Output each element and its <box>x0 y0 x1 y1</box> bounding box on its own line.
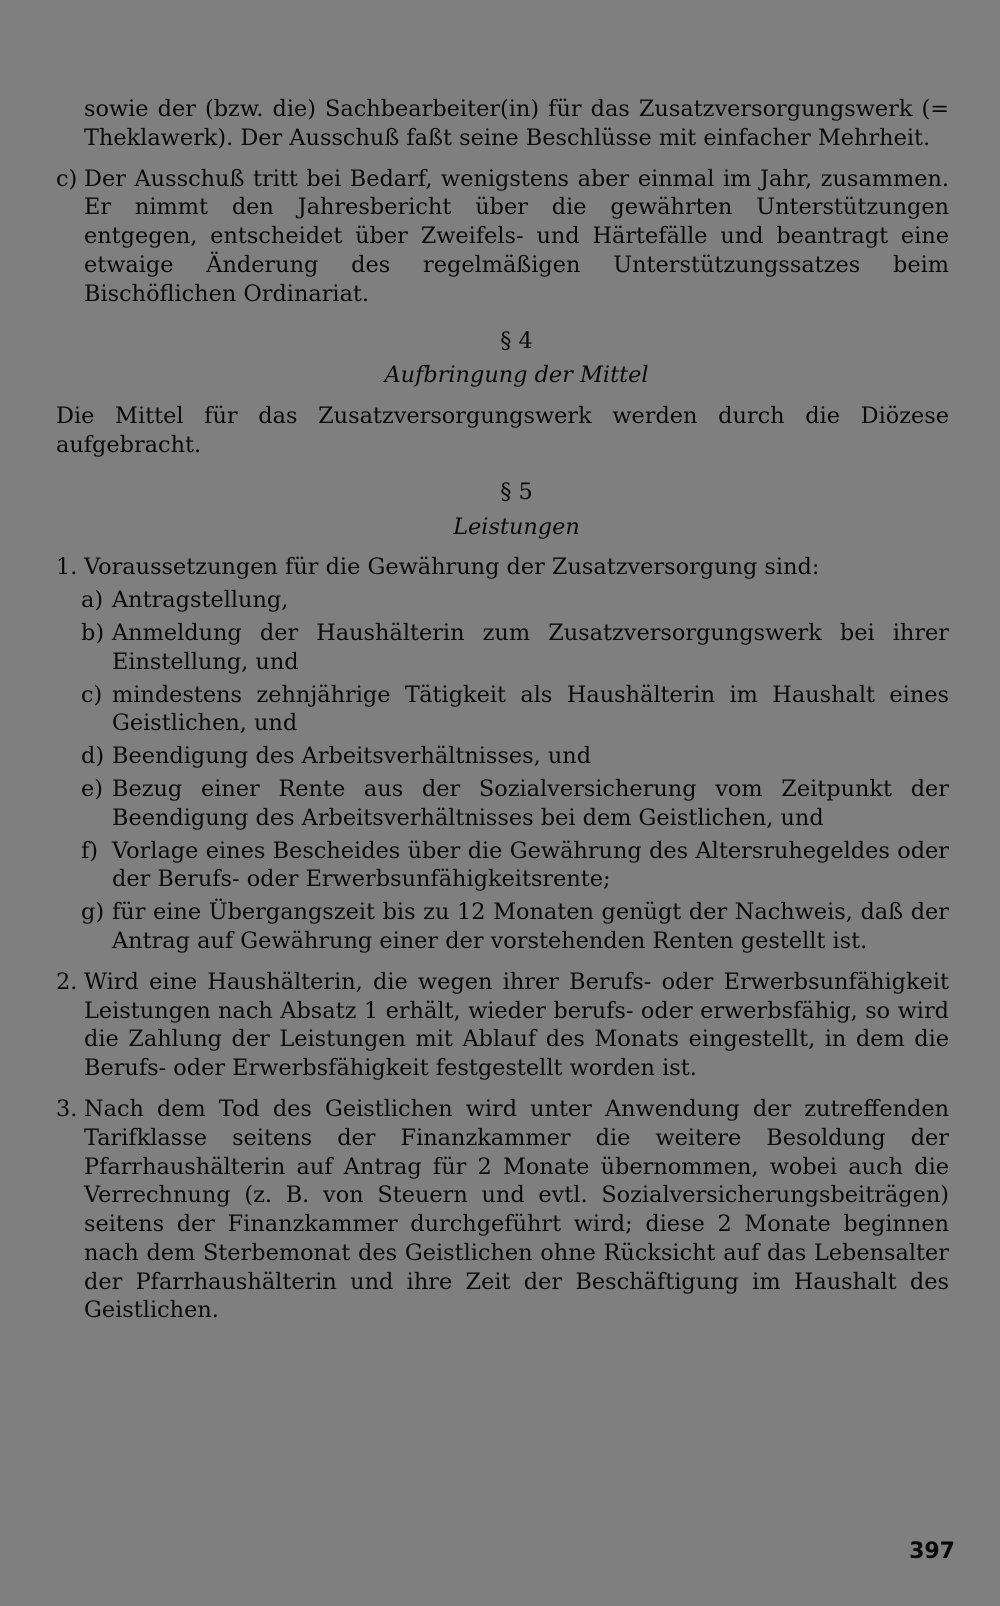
sub-marker: g) <box>81 899 105 926</box>
intro-paragraph: sowie der (bzw. die) Sachbearbeiter(in) für das Zusatzversorgungswerk (= Theklawerk). Der Ausschuß faßt seine Beschlüsse mit einfacher Mehrheit. <box>84 96 949 151</box>
list-item-3 <box>56 1095 949 1325</box>
sub-item-c <box>56 681 949 739</box>
list-item-c <box>56 165 949 309</box>
list-item-text: Der Ausschuß tritt bei Bedarf, wenigstens aber einmal im Jahr, zusammen. Er nimmt den Jahresbericht über die gewährten Unterstützungen entgegen, entscheidet über Zweifels- und Härtefälle und beantragt eine etwaige Änderung des regelmäßigen Unterstützungssatzes beim Bischöflichen Ordinariat. <box>84 165 949 307</box>
sub-item-text: Beendigung des Arbeitsverhältnisses, und <box>112 743 592 770</box>
section-4-title: Aufbringung der Mittel <box>384 362 649 389</box>
sub-item-f <box>56 837 949 895</box>
sub-marker: a) <box>81 587 104 614</box>
sub-item-d <box>56 742 949 771</box>
sub-item-text: Vorlage eines Bescheides über die Gewährung des Altersruhegeldes oder der Berufs- oder Erwerbsunfähigkeitsrente; <box>112 837 949 893</box>
sub-item-text: Anmeldung der Haushälterin zum Zusatzversorgungswerk bei ihrer Einstellung, und <box>112 619 949 675</box>
sub-item-text: Bezug einer Rente aus der Sozialversicherung vom Zeitpunkt der Beendigung des Arbeitsverhältnisses bei dem Geistlichen, und <box>112 775 949 831</box>
sub-marker: e) <box>81 775 103 802</box>
section-4-text: Die Mittel für das Zusatzversorgungswerk werden durch die Diözese aufgebracht. <box>56 403 949 458</box>
sub-marker: b) <box>81 619 105 646</box>
sub-item-b <box>56 619 949 677</box>
section-4-number: § 4 <box>500 327 533 354</box>
sub-marker: c) <box>81 681 103 708</box>
list-marker: 3. <box>56 1095 78 1122</box>
document-page <box>56 95 949 1325</box>
list-item-text: Voraussetzungen für die Gewährung der Zusatzversorgung sind: <box>84 554 820 581</box>
list-marker: c) <box>56 165 78 192</box>
page-number: 397 <box>909 1539 955 1564</box>
list-item-text: Wird eine Haushälterin, die wegen ihrer Berufs- oder Erwerbsunfähigkeit Leistungen nach Absatz 1 erhält, wieder berufs- oder erwerbsfähig, so wird die Zahlung der Leistungen mit Ablauf des Monats eingestellt, in dem die Berufs- oder Erwerbsfähigkeit festgestellt worden ist. <box>84 968 949 1082</box>
sub-item-text: Antragstellung, <box>112 587 289 614</box>
list-item-1 <box>56 553 949 582</box>
sub-item-e <box>56 775 949 833</box>
sub-item-a <box>56 586 949 615</box>
list-item-text: Nach dem Tod des Geistlichen wird unter Anwendung der zutreffenden Tarifklasse seitens der Finanzkammer die weitere Besoldung der Pfarrhaushälterin auf Antrag für 2 Monate übernommen, wobei auch die Verrechnung (z. B. von Steuern und evtl. Sozialversicherungsbeiträgen) seitens der Finanzkammer durchgeführt wird; diese 2 Monate beginnen nach dem Sterbemonat des Geistlichen ohne Rücksicht auf das Lebensalter der Pfarrhaushälterin und ihre Zeit der Beschäftigung im Haushalt des Geistlichen. <box>84 1095 949 1324</box>
sub-item-text: für eine Übergangszeit bis zu 12 Monaten genügt der Nachweis, daß der Antrag auf Gewährung einer der vorstehenden Renten gestellt ist. <box>112 899 949 954</box>
section-5-title: Leistungen <box>453 513 580 540</box>
sub-marker: d) <box>81 743 105 770</box>
sub-item-g <box>56 898 949 956</box>
list-marker: 1. <box>56 554 78 581</box>
list-item-2 <box>56 968 949 1083</box>
section-5-number: § 5 <box>500 478 533 505</box>
sub-item-text: mindestens zehnjährige Tätigkeit als Haushälterin im Haushalt eines Geistlichen, und <box>112 681 949 737</box>
sub-marker: f) <box>81 837 99 864</box>
list-marker: 2. <box>56 968 78 995</box>
